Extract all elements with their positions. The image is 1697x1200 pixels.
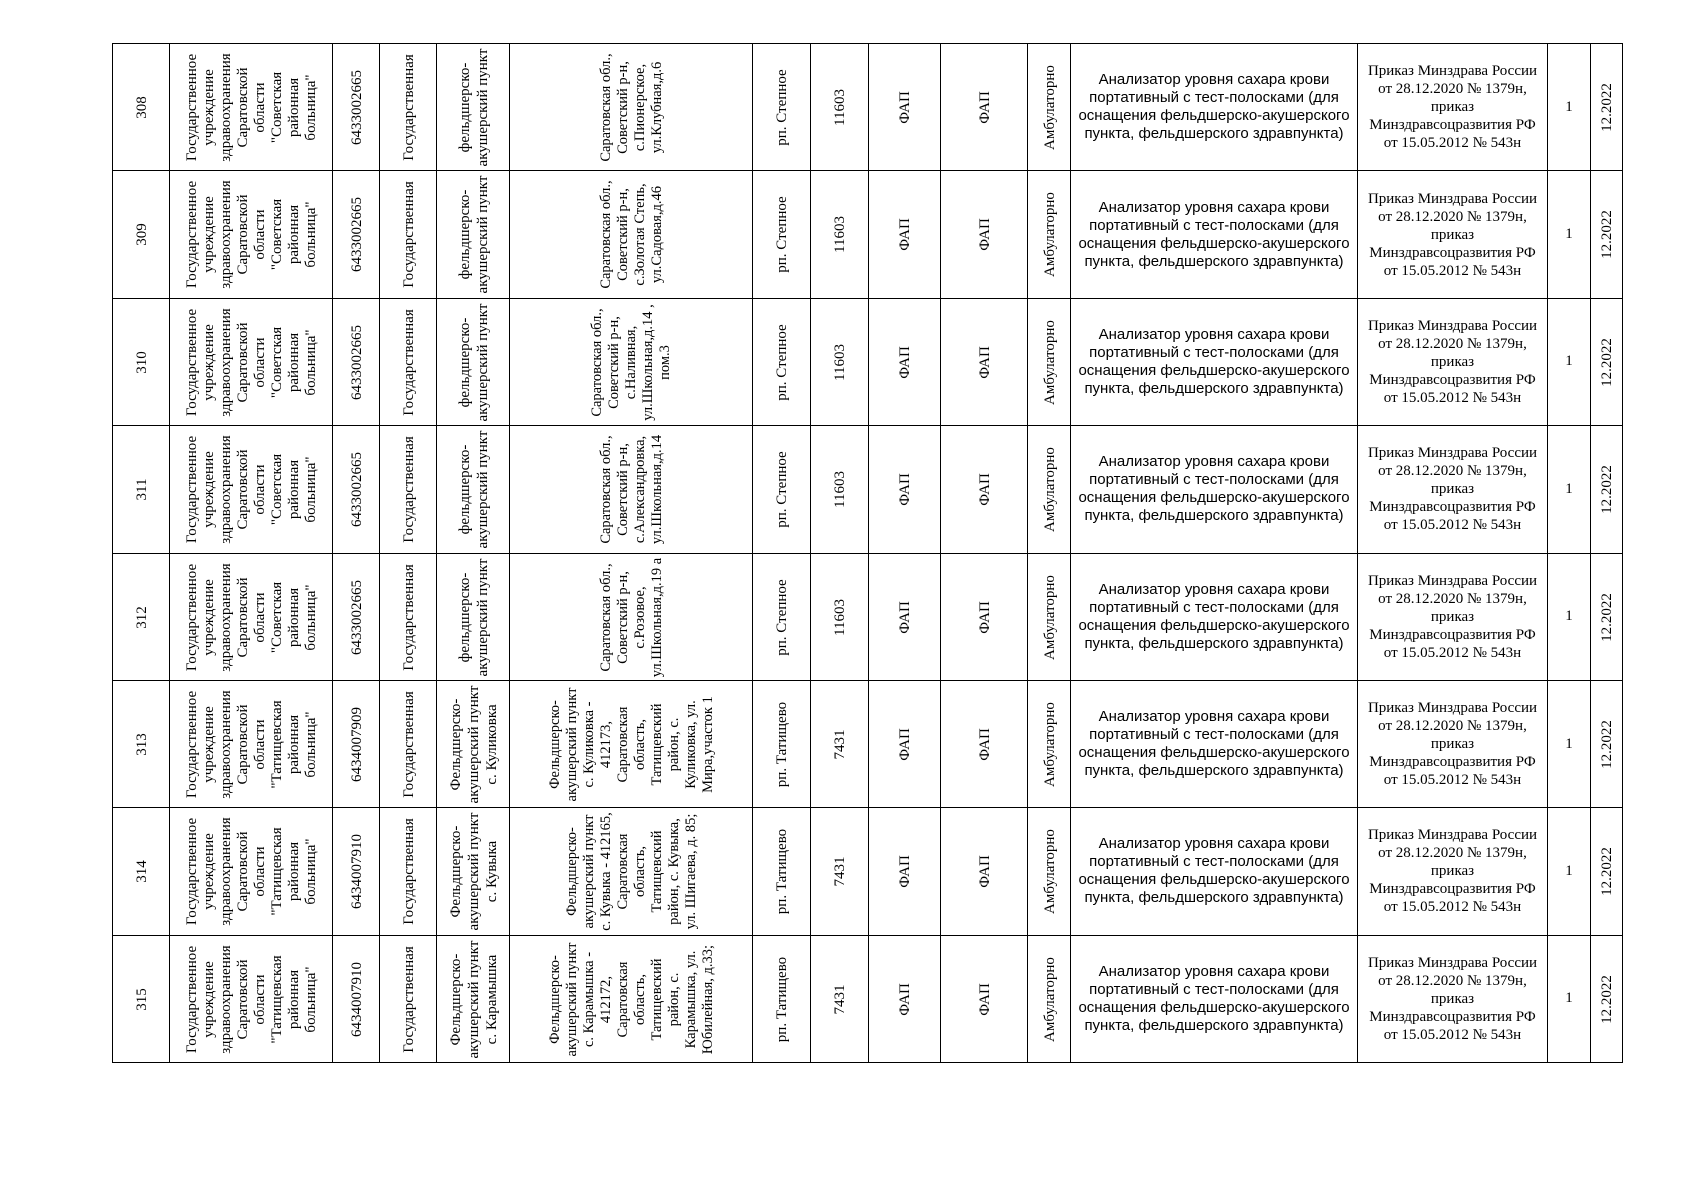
care-mode-cell [1028,426,1071,553]
quantity: 1 [1565,353,1573,370]
quantity-cell [1548,426,1591,553]
facility-address: Саратовская обл., Советский р-н, с.Александровка, ул.Школьная,д.14 [597,434,665,545]
locality: рп. Татищево [774,701,790,788]
row-number-cell [113,44,170,171]
facility-type-cell [869,808,941,935]
facility-type: ФАП [897,218,913,252]
equipment-name: Анализатор уровня сахара крови портативный с тест-полосками (для оснащения фельдшерско-акушерского пункта, фельдшерского здравпункта) [1078,198,1350,270]
delivery-date-cell [1591,298,1623,425]
equipment-name-cell [1071,44,1358,171]
facility-subtype-cell [941,171,1028,298]
facility-name-cell [437,808,510,935]
equipment-name-cell [1071,935,1358,1062]
oktmo-code-cell [811,680,869,807]
row-number-cell [113,298,170,425]
facility-address-cell [510,171,753,298]
facility-subtype: ФАП [976,728,993,761]
facility-name-cell [437,426,510,553]
facility-subtype: ФАП [976,855,993,889]
care-mode-cell [1028,171,1071,298]
oktmo-code-cell [811,935,869,1062]
facility-address: Саратовская обл., Советский р-н, с.Розовое, ул.Школьная,д.19 а [597,557,665,677]
ownership-type: Государственная [400,691,417,798]
care-mode-cell [1028,553,1071,680]
delivery-date-cell [1591,808,1623,935]
regulatory-order: Приказ Минздрава России от 28.12.2020 № 1379н, приказ Минздравсоцразвития РФ от 15.05.2012 № 543н [1367,572,1538,661]
row-number-cell [113,680,170,807]
care-mode-cell [1028,808,1071,935]
inn-code-cell [333,44,380,171]
inn-code-cell [333,426,380,553]
inn-code: 6433002665 [348,70,365,145]
table-row [113,426,1623,553]
facility-name-cell [437,935,510,1062]
care-mode: Амбулаторно [1041,447,1058,533]
oktmo-code-cell [811,171,869,298]
delivery-date: 12.2022 [1599,847,1615,897]
locality: рп. Татищево [774,829,790,915]
inn-code-cell [333,935,380,1062]
organization-name: Государственное учреждение здравоохранения Саратовской области "Советская районная больница" [183,435,319,544]
locality-cell [753,553,811,680]
oktmo-code-cell [811,298,869,425]
facility-name: фельдшерско-акушерский пункт [456,175,491,294]
locality-cell [753,426,811,553]
ownership-type: Государственная [400,309,417,416]
equipment-name: Анализатор уровня сахара крови портативный с тест-полосками (для оснащения фельдшерско-акушерского пункта, фельдшерского здравпункта) [1078,71,1350,143]
facility-name-cell [437,171,510,298]
facility-type-cell [869,171,941,298]
row-number: 313 [133,733,150,756]
delivery-date-cell [1591,426,1623,553]
facility-name: Фельдшерско-акушерский пункт с. Кувыка [447,812,500,931]
equipment-name-cell [1071,171,1358,298]
inn-code: 6433002665 [348,324,365,400]
quantity: 1 [1565,480,1573,497]
delivery-date-cell [1591,553,1623,680]
regulatory-order-cell [1358,935,1548,1062]
ownership-type-cell [380,553,437,680]
row-number: 311 [133,478,150,501]
inn-code-cell [333,298,380,425]
facility-address-cell [510,298,753,425]
equipment-name-cell [1071,680,1358,807]
equipment-name: Анализатор уровня сахара крови портативный с тест-полосками (для оснащения фельдшерско-акушерского пункта, фельдшерского здравпункта) [1078,580,1350,652]
quantity: 1 [1565,98,1573,115]
oktmo-code: 11603 [832,343,848,381]
delivery-date: 12.2022 [1599,974,1615,1024]
facility-name-cell [437,680,510,807]
facility-address: Саратовская обл., Советский р-н, с.Наливная, ул.Школьная,д.14 , пом.3 [589,303,673,421]
care-mode-cell [1028,298,1071,425]
regulatory-order-cell [1358,44,1548,171]
organization-name: Государственное учреждение здравоохранения Саратовской области "Советская районная больница" [183,308,319,417]
oktmo-code-cell [811,44,869,171]
delivery-date: 12.2022 [1599,337,1615,387]
care-mode-cell [1028,680,1071,807]
locality-cell [753,808,811,935]
row-number-cell [113,553,170,680]
organization-name-cell [170,171,333,298]
organization-name-cell [170,298,333,425]
facility-type-cell [869,298,941,425]
oktmo-code: 7431 [832,856,848,887]
facility-type: ФАП [897,345,913,379]
delivery-date: 12.2022 [1599,210,1615,260]
organization-name: Государственное учреждение здравоохранения Саратовской области "Татищевская районная больница" [183,944,319,1054]
facility-subtype: ФАП [976,600,993,634]
table-row [113,553,1623,680]
delivery-date-cell [1591,171,1623,298]
delivery-date: 12.2022 [1599,83,1615,132]
facility-address-cell [510,426,753,553]
table-row [113,680,1623,807]
row-number: 315 [133,987,150,1011]
organization-name-cell [170,680,333,807]
inn-code: 6433002665 [348,579,365,655]
regulatory-order-cell [1358,426,1548,553]
ownership-type-cell [380,298,437,425]
organization-name: Государственное учреждение здравоохранения Саратовской области "Советская районная больница" [183,53,319,162]
oktmo-code-cell [811,426,869,553]
facility-name-cell [437,298,510,425]
facility-type-cell [869,426,941,553]
facility-type: ФАП [897,473,913,506]
ownership-type: Государственная [400,436,417,543]
equipment-name: Анализатор уровня сахара крови портативный с тест-полосками (для оснащения фельдшерско-акушерского пункта, фельдшерского здравпункта) [1078,453,1350,525]
delivery-date: 12.2022 [1599,465,1615,514]
facility-subtype-cell [941,808,1028,935]
row-number: 309 [133,223,150,247]
ownership-type: Государственная [400,818,417,926]
facility-address-cell [510,935,753,1062]
facility-subtype: ФАП [976,982,993,1016]
regulatory-order-cell [1358,553,1548,680]
oktmo-code: 7431 [832,729,848,760]
facility-address-cell [510,808,753,935]
inn-code: 6433002665 [348,197,365,273]
care-mode: Амбулаторно [1041,829,1058,915]
organization-name: Государственное учреждение здравоохранения Саратовской области "Татищевская районная больница" [183,817,319,926]
care-mode: Амбулаторно [1041,701,1058,787]
quantity: 1 [1565,735,1573,752]
care-mode-cell [1028,935,1071,1062]
locality: рп. Степное [774,69,790,146]
locality: рп. Степное [774,324,790,401]
care-mode: Амбулаторно [1041,65,1058,150]
inn-code-cell [333,808,380,935]
regulatory-order: Приказ Минздрава России от 28.12.2020 № 1379н, приказ Минздравсоцразвития РФ от 15.05.2012 № 543н [1367,190,1538,279]
quantity-cell [1548,298,1591,425]
facility-address: Фельдшерско-акушерский пункт с. Карамышка - 412172, Саратовская область, Татищевский район, с. Карамышка, ул. Юбилейная, д.33; [546,942,716,1057]
facility-type: ФАП [897,728,913,761]
locality: рп. Степное [774,578,790,656]
regulatory-order: Приказ Минздрава России от 28.12.2020 № 1379н, приказ Минздравсоцразвития РФ от 15.05.2012 № 543н [1367,63,1538,152]
facility-subtype: ФАП [976,345,993,379]
quantity-cell [1548,44,1591,171]
oktmo-code-cell [811,553,869,680]
row-number-cell [113,935,170,1062]
row-number-cell [113,426,170,553]
facility-name: фельдшерско-акушерский пункт [456,558,491,676]
locality-cell [753,680,811,807]
equipment-name: Анализатор уровня сахара крови портативный с тест-полосками (для оснащения фельдшерско-акушерского пункта, фельдшерского здравпункта) [1078,962,1350,1034]
row-number-cell [113,808,170,935]
facility-subtype-cell [941,298,1028,425]
facility-address: Саратовская обл., Советский р-н, с.Золотая Степь, ул.Садовая,д.46 [597,180,665,290]
oktmo-code: 7431 [832,984,848,1015]
facility-name: фельдшерско-акушерский пункт [456,430,491,549]
regulatory-order: Приказ Минздрава России от 28.12.2020 № 1379н, приказ Минздравсоцразвития РФ от 15.05.2012 № 543н [1367,827,1538,916]
locality-cell [753,171,811,298]
facility-name-cell [437,553,510,680]
care-mode: Амбулаторно [1041,574,1058,660]
facility-name: фельдшерско-акушерский пункт [456,303,491,422]
locality: рп. Татищево [774,956,790,1042]
quantity: 1 [1565,862,1573,879]
facility-type: ФАП [897,91,913,124]
organization-name-cell [170,44,333,171]
regulatory-order: Приказ Минздрава России от 28.12.2020 № 1379н, приказ Минздравсоцразвития РФ от 15.05.2012 № 543н [1367,954,1538,1043]
equipment-name: Анализатор уровня сахара крови портативный с тест-полосками (для оснащения фельдшерско-акушерского пункта, фельдшерского здравпункта) [1078,708,1350,780]
oktmo-code: 11603 [832,216,848,254]
facility-type: ФАП [897,600,913,634]
facility-type: ФАП [897,982,913,1016]
delivery-date: 12.2022 [1599,720,1615,769]
regulatory-order: Приказ Минздрава России от 28.12.2020 № 1379н, приказ Минздравсоцразвития РФ от 15.05.2012 № 543н [1367,445,1538,534]
equipment-name-cell [1071,808,1358,935]
regulatory-order-cell [1358,171,1548,298]
inn-code: 6434007910 [348,834,365,910]
delivery-date-cell [1591,680,1623,807]
facility-name-cell [437,44,510,171]
facility-subtype-cell [941,553,1028,680]
oktmo-code: 11603 [832,598,848,636]
facility-address: Саратовская обл., Советский р-н, с.Пионерское, ул.Клубная,д.6 [597,53,665,162]
facility-type-cell [869,935,941,1062]
facility-subtype-cell [941,44,1028,171]
care-mode-cell [1028,44,1071,171]
regulatory-order-cell [1358,298,1548,425]
ownership-type: Государственная [400,54,417,161]
ownership-type-cell [380,426,437,553]
equipment-name: Анализатор уровня сахара крови портативный с тест-полосками (для оснащения фельдшерско-акушерского пункта, фельдшерского здравпункта) [1078,835,1350,907]
facility-name: Фельдшерско-акушерский пункт с. Куликовка [447,685,500,804]
ownership-type: Государственная [400,563,417,671]
facility-subtype: ФАП [976,218,993,252]
ownership-type-cell [380,680,437,807]
quantity-cell [1548,553,1591,680]
quantity: 1 [1565,226,1573,243]
organization-name-cell [170,935,333,1062]
facility-subtype: ФАП [976,473,993,506]
facility-address-cell [510,553,753,680]
quantity: 1 [1565,608,1573,625]
facility-address: Фельдшерско-акушерский пункт с. Куликовка - 412173, Саратовская область, Татищевский район, с. Куликовка, ул. Мира,участок 1 [546,687,716,802]
locality: рп. Степное [774,196,790,274]
care-mode: Амбулаторно [1041,956,1058,1042]
equipment-table [112,43,1623,1063]
inn-code: 6434007910 [348,961,365,1037]
facility-subtype-cell [941,680,1028,807]
care-mode: Амбулаторно [1041,192,1058,278]
ownership-type: Государственная [400,181,417,289]
inn-code: 6433002665 [348,452,365,528]
quantity: 1 [1565,990,1573,1007]
quantity-cell [1548,935,1591,1062]
row-number: 314 [133,860,150,883]
organization-name: Государственное учреждение здравоохранения Саратовской области "Татищевская районная больница" [183,690,319,799]
table-row [113,935,1623,1062]
facility-address: Фельдшерско-акушерский пункт с. Кувыка - 412165, Саратовская область, Татищевский район, с. Кувыка, ул. Шигаева, д. 85; [563,812,699,932]
locality-cell [753,298,811,425]
quantity-cell [1548,680,1591,807]
regulatory-order-cell [1358,680,1548,807]
oktmo-code: 11603 [832,89,848,126]
equipment-name-cell [1071,553,1358,680]
row-number: 312 [133,605,150,629]
locality-cell [753,935,811,1062]
table-row [113,44,1623,171]
quantity-cell [1548,171,1591,298]
facility-name: фельдшерско-акушерский пункт [456,48,491,167]
delivery-date-cell [1591,44,1623,171]
facility-subtype-cell [941,935,1028,1062]
equipment-name-cell [1071,426,1358,553]
table-row [113,808,1623,935]
organization-name: Государственное учреждение здравоохранения Саратовской области "Советская районная больница" [183,180,319,290]
ownership-type-cell [380,171,437,298]
row-number: 308 [133,96,150,119]
organization-name: Государственное учреждение здравоохранения Саратовской области "Советская районная больница" [183,562,319,672]
organization-name-cell [170,808,333,935]
delivery-date: 12.2022 [1599,592,1615,642]
row-number: 310 [133,351,150,374]
facility-type-cell [869,44,941,171]
organization-name-cell [170,553,333,680]
regulatory-order-cell [1358,808,1548,935]
facility-type: ФАП [897,855,913,889]
quantity-cell [1548,808,1591,935]
locality: рп. Степное [774,451,790,528]
facility-name: Фельдшерско-акушерский пункт с. Карамышка [447,940,500,1059]
facility-type-cell [869,553,941,680]
ownership-type-cell [380,808,437,935]
oktmo-code-cell [811,808,869,935]
facility-subtype: ФАП [976,91,993,124]
equipment-name-cell [1071,298,1358,425]
locality-cell [753,44,811,171]
table-row [113,171,1623,298]
inn-code-cell [333,553,380,680]
regulatory-order: Приказ Минздрава России от 28.12.2020 № 1379н, приказ Минздравсоцразвития РФ от 15.05.2012 № 543н [1367,700,1538,789]
oktmo-code: 11603 [832,471,848,509]
facility-subtype-cell [941,426,1028,553]
care-mode: Амбулаторно [1041,319,1058,405]
ownership-type: Государственная [400,945,417,1053]
facility-type-cell [869,680,941,807]
facility-address-cell [510,44,753,171]
regulatory-order: Приказ Минздрава России от 28.12.2020 № 1379н, приказ Минздравсоцразвития РФ от 15.05.2012 № 543н [1367,317,1538,406]
facility-address-cell [510,680,753,807]
ownership-type-cell [380,935,437,1062]
inn-code: 6434007909 [348,706,365,782]
ownership-type-cell [380,44,437,171]
equipment-name: Анализатор уровня сахара крови портативный с тест-полосками (для оснащения фельдшерско-акушерского пункта, фельдшерского здравпункта) [1078,325,1350,397]
delivery-date-cell [1591,935,1623,1062]
inn-code-cell [333,680,380,807]
inn-code-cell [333,171,380,298]
table-row [113,298,1623,425]
organization-name-cell [170,426,333,553]
row-number-cell [113,171,170,298]
